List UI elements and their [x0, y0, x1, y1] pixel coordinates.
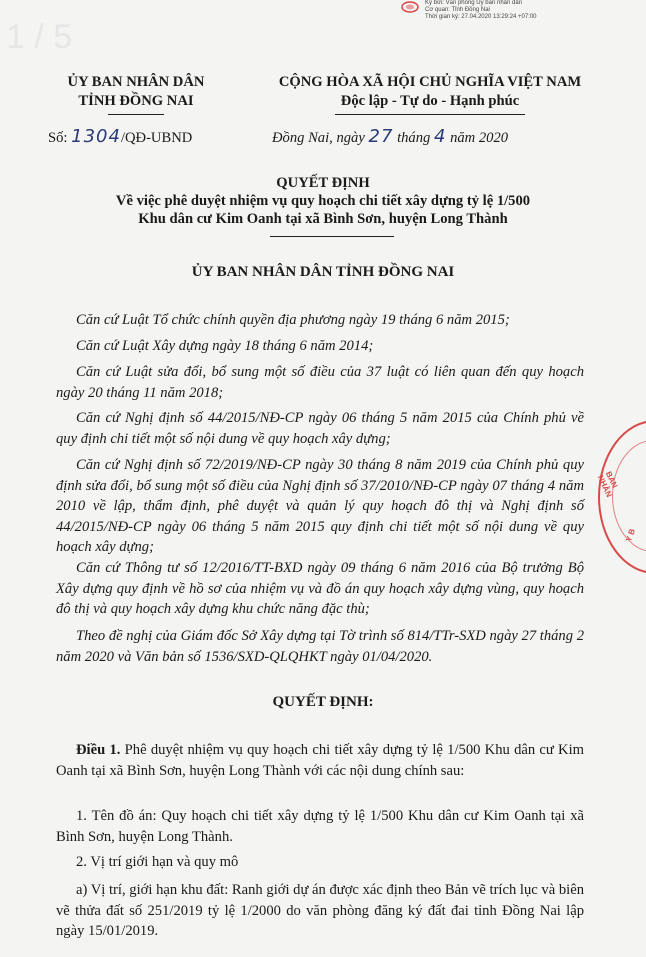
signature-seal-icon — [400, 0, 420, 14]
item-2a: a) Vị trí, giới hạn khu đất: Ranh giới dự án được xác định theo Bản vẽ trích lục và biên vẽ thửa đất số 251/2019 tỷ lệ 1/2000 do văn phòng đăng ký đất đai tỉnh Đồng Nai lập ngày 15/01/2019. — [56, 882, 584, 939]
national-title: CỘNG HÒA XÃ HỘI CHỦ NGHĨA VIỆT NAM — [278, 74, 582, 90]
decision-subject-line2: Khu dân cư Kim Oanh tại xã Bình Sơn, huyện Long Thành — [138, 211, 508, 227]
document-number — [48, 126, 192, 147]
issuing-authority: ỦY BAN NHÂN DÂN TỈNH ĐỒNG NAI — [191, 264, 455, 280]
basis-1: Căn cứ Luật Tổ chức chính quyền địa phương ngày 19 tháng 6 năm 2015; — [76, 312, 510, 328]
date-month: 4 — [433, 126, 447, 147]
decision-section-heading: QUYẾT ĐỊNH: — [272, 694, 374, 710]
item-1: 1. Tên đồ án: Quy hoạch chi tiết xây dựng tỷ lệ 1/500 Khu dân cư Kim Oanh tại xã Bình Sơn, huyện Long Thành. — [56, 808, 584, 845]
date-day: 27 — [368, 126, 394, 147]
agency-header — [48, 73, 224, 111]
basis-2: Căn cứ Luật Xây dựng ngày 18 tháng 6 năm 2014; — [76, 338, 374, 354]
decision-heading: QUYẾT ĐỊNH — [276, 175, 370, 191]
signature-time: Thời gian ký: 27.04.2020 13:29:24 +07:00 — [425, 14, 537, 20]
signature-agency: Cơ quan: Tỉnh Đồng Nai — [425, 7, 490, 13]
decision-title — [0, 174, 646, 228]
national-motto: Độc lập - Tự do - Hạnh phúc — [340, 93, 520, 109]
motto-underline — [335, 114, 525, 115]
number-handwritten: 1304 — [71, 126, 121, 147]
seal-text: BAN NHÂN — [595, 470, 620, 499]
date-prefix: Đồng Nai, ngày — [272, 130, 365, 146]
agency-underline — [108, 114, 164, 115]
number-suffix: /QĐ-UBND — [120, 130, 193, 146]
signature-signer: Ký bởi: Văn phòng Ủy ban nhân dân — [425, 0, 523, 6]
document-date — [272, 126, 508, 147]
number-prefix: Số: — [48, 130, 68, 146]
basis-7: Theo đề nghị của Giám đốc Sở Xây dựng tại Tờ trình số 814/TTr-SXD ngày 27 tháng 2 năm 2020 và Văn bản số 1536/SXD-QLQHKT ngày 01/04/2020. — [56, 628, 584, 665]
article-1-text: Phê duyệt nhiệm vụ quy hoạch chi tiết xây dựng tỷ lệ 1/500 Khu dân cư Kim Oanh tại xã Bình Sơn, huyện Long Thành với các nội dung chính sau: — [56, 742, 585, 779]
title-underline — [270, 236, 394, 237]
page-number-watermark: 1 / 5 — [6, 18, 73, 56]
digital-signature-info — [425, 0, 537, 21]
basis-4: Căn cứ Nghị định số 44/2015/NĐ-CP ngày 06 tháng 5 năm 2015 của Chính phủ về quy định chi tiết một số nội dung về quy hoạch xây dựng; — [56, 410, 584, 447]
agency-name: ỦY BAN NHÂN DÂN — [67, 74, 205, 90]
national-header — [240, 73, 620, 111]
article-1-label: Điều 1. — [76, 742, 121, 758]
seal-text-lower: Y B — [624, 527, 637, 544]
basis-6: Căn cứ Thông tư số 12/2016/TT-BXD ngày 09 tháng 6 năm 2016 của Bộ trưởng Bộ Xây dựng quy định về hồ sơ của nhiệm vụ và đồ án quy hoạch xây dựng vùng, quy hoạch đô thị và quy hoạch xây dựng khu chức năng đặc thù; — [56, 560, 584, 617]
article-1 — [56, 740, 584, 781]
date-year: năm 2020 — [450, 130, 509, 146]
basis-3: Căn cứ Luật sửa đổi, bổ sung một số điều của 37 luật có liên quan đến quy hoạch ngày 20 tháng 11 năm 2018; — [56, 364, 584, 401]
decision-subject-line1: Về việc phê duyệt nhiệm vụ quy hoạch chi tiết xây dựng tỷ lệ 1/500 — [115, 193, 531, 209]
date-month-label: tháng — [397, 130, 431, 146]
agency-province: TỈNH ĐỒNG NAI — [78, 93, 194, 109]
basis-5: Căn cứ Nghị định số 72/2019/NĐ-CP ngày 30 tháng 8 năm 2019 của Chính phủ quy định sửa đổi, bổ sung một số điều của Nghị định số 37/2010/NĐ-CP ngày 07 tháng 4 năm 2010 về lập, thẩm định, phê duyệt và quản lý quy hoạch đô thị và Nghị định số 44/2015/NĐ-CP ngày 06 tháng 5 năm 2015 quy định chi tiết một số nội dung về quy hoạch xây dựng; — [56, 457, 584, 555]
item-2: 2. Vị trí giới hạn và quy mô — [76, 854, 239, 870]
